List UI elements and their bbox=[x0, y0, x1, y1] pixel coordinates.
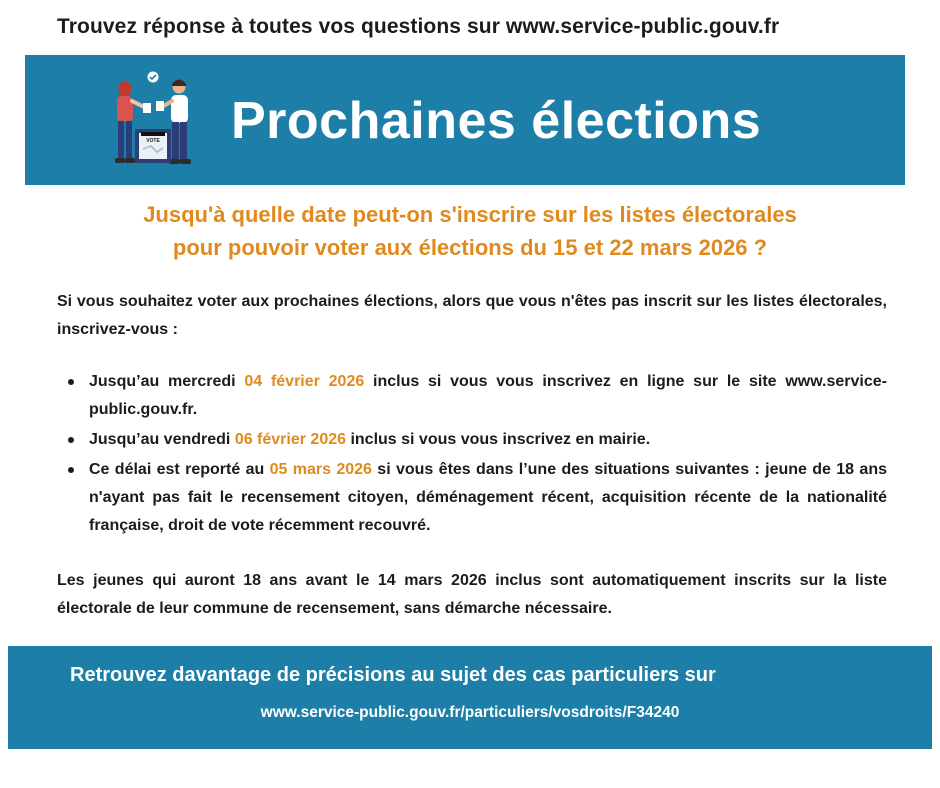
intro-paragraph: Si vous souhaitez voter aux prochaines élections, alors que vous n'êtes pas inscrit sur les listes électorales, inscrivez-vous : bbox=[57, 293, 887, 338]
header-tagline: Trouvez réponse à toutes vos questions sur www.service-public.gouv.fr bbox=[57, 15, 780, 38]
bullet-icon bbox=[68, 437, 74, 443]
footer-text: Retrouvez davantage de précisions au sujet des cas particuliers sur bbox=[70, 664, 716, 686]
footer-banner bbox=[8, 646, 932, 749]
question-line-2: pour pouvoir voter aux élections du 15 et 22 mars 2026 ? bbox=[172, 235, 768, 260]
bullet-date: 06 février 2026 bbox=[234, 431, 347, 448]
bullet-icon bbox=[68, 379, 74, 385]
question-line-1: Jusqu'à quelle date peut-on s'inscrire sur les listes électorales bbox=[143, 202, 797, 227]
page-title: Prochaines élections bbox=[231, 92, 762, 150]
bullet-text: Ce délai est reporté au bbox=[89, 461, 270, 478]
bullet-icon bbox=[68, 467, 74, 473]
bullet-text: si vous êtes dans l’une des situations suivantes : jeune de 18 ans n'ayant pas fait le recensement citoyen, déménagement récent, acquisition récente de la nationalité française, droit de vote récemment recouvré. bbox=[89, 461, 887, 534]
footer-link[interactable]: www.service-public.gouv.fr/particuliers/vosdroits/F34240 bbox=[260, 704, 680, 721]
list-item bbox=[57, 456, 887, 540]
ballot-box-label: VOTE bbox=[146, 138, 160, 144]
bullet-date: 04 février 2026 bbox=[244, 373, 365, 390]
bullet-text: Jusqu’au vendredi bbox=[89, 431, 235, 448]
list-item bbox=[57, 368, 887, 424]
bullet-text: inclus si vous vous inscrivez en mairie. bbox=[346, 431, 651, 448]
bullet-text: inclus si vous vous inscrivez en ligne sur le site www.service-public.gouv.fr. bbox=[89, 373, 887, 418]
voters-ballot-illustration bbox=[103, 69, 203, 173]
title-banner bbox=[25, 55, 905, 185]
outro-paragraph: Les jeunes qui auront 18 ans avant le 14 mars 2026 inclus sont automatiquement inscrits sur la liste électorale de leur commune de recensement, sans démarche nécessaire. bbox=[57, 572, 887, 617]
bullet-text: Jusqu’au mercredi bbox=[89, 373, 245, 390]
deadline-list bbox=[57, 368, 887, 542]
list-item bbox=[57, 426, 887, 454]
question-heading bbox=[30, 198, 910, 264]
bullet-date: 05 mars 2026 bbox=[269, 461, 372, 478]
